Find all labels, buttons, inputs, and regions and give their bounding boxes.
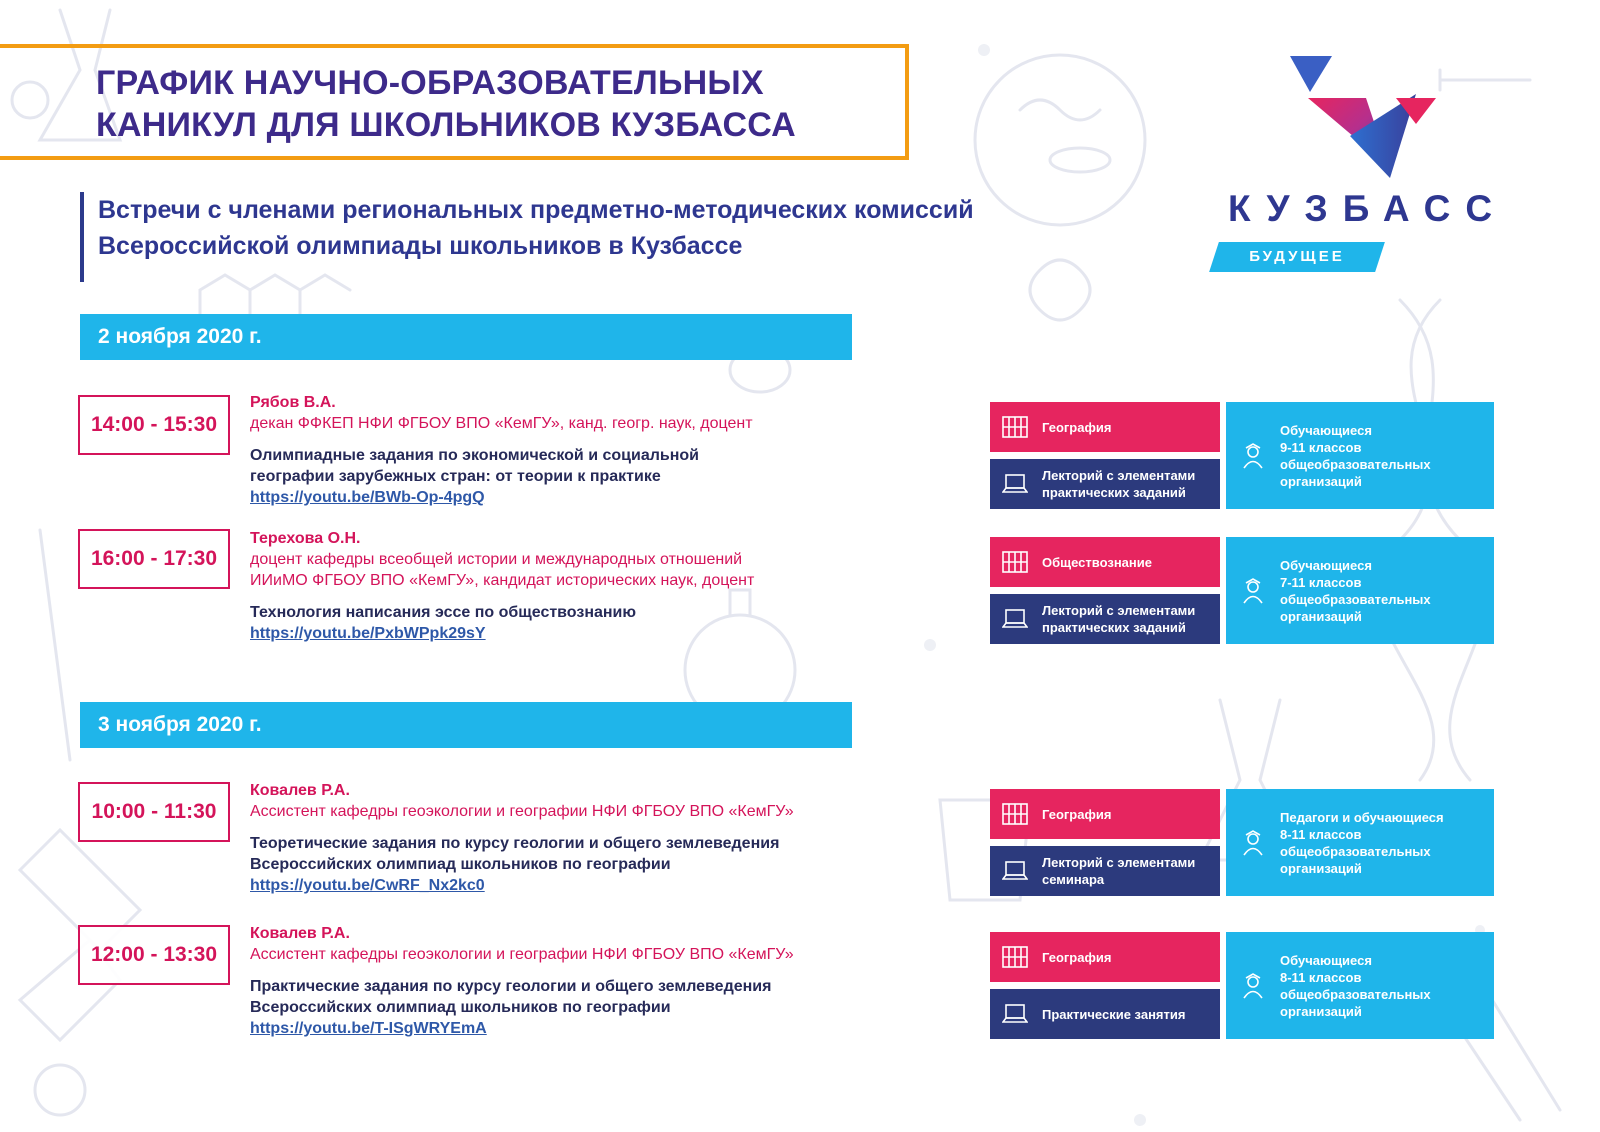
audience-tag (1226, 402, 1494, 509)
laptop-icon (1002, 473, 1028, 495)
speaker-name: Терехова О.Н. (250, 530, 361, 547)
youtube-link[interactable]: https://youtu.be/CwRF_Nx2kc0 (250, 877, 485, 894)
format-label-line-1: Лекторий с элементами (1042, 855, 1196, 870)
youtube-link[interactable]: https://youtu.be/BWb-Op-4pgQ (250, 489, 485, 506)
event-topic-line-1: Олимпиадные задания по экономической и социальной (250, 447, 699, 464)
subject-label: География (1042, 806, 1112, 822)
format-label-line-2: семинара (1042, 872, 1105, 887)
subject-label: География (1042, 949, 1112, 965)
event-details (250, 528, 850, 644)
event-topic-line-1: Практические задания по курсу геологии и общего землеведения (250, 978, 772, 995)
event-topic-line-2: Всероссийских олимпиад школьников по географии (250, 999, 671, 1016)
format-label-line-2: практических заданий (1042, 620, 1186, 635)
event-topic: Технология написания эссе по обществознанию (250, 604, 637, 621)
speaker-position-line-2: ИИиМО ФГБОУ ВПО «КемГУ», кандидат исторических наук, доцент (250, 572, 755, 589)
logo-badge-label: БУДУЩЕЕ (1249, 248, 1345, 265)
time-slot: 12:00 - 13:30 (78, 925, 230, 985)
speaker-position: декан ФФКЕП НФИ ФГБОУ ВПО «КемГУ», канд. геогр. наук, доцент (250, 415, 753, 432)
subtitle-line-1: Встречи с членами региональных предметно-методических комиссий (98, 196, 974, 224)
page-title-line-1: ГРАФИК НАУЧНО-ОБРАЗОВАТЕЛЬНЫХ (96, 64, 764, 102)
bookshelf-icon (1002, 803, 1028, 825)
format-tag (990, 459, 1220, 509)
student-icon (1240, 578, 1266, 604)
audience-tag (1226, 537, 1494, 644)
audience-tag (1226, 789, 1494, 896)
date-bar-day-2: 3 ноября 2020 г. (80, 702, 852, 748)
student-icon (1240, 443, 1266, 469)
time-slot: 14:00 - 15:30 (78, 395, 230, 455)
title-frame (0, 44, 909, 160)
laptop-icon (1002, 860, 1028, 882)
page-title-line-2: КАНИКУЛ ДЛЯ ШКОЛЬНИКОВ КУЗБАССА (96, 106, 796, 144)
logo-badge (1209, 242, 1385, 272)
student-icon (1240, 830, 1266, 856)
audience-label: Обучающиеся 9-11 классов общеобразовательных организаций (1280, 422, 1431, 489)
format-label: Практические занятия (1042, 1006, 1186, 1022)
page-subtitle (80, 192, 974, 282)
logo-wordmark: КУЗБАСС (1228, 188, 1508, 229)
bookshelf-icon (1002, 416, 1028, 438)
event-details (250, 392, 850, 508)
subtitle-line-2: Всероссийской олимпиады школьников в Кузбассе (98, 232, 743, 260)
subject-tag (990, 537, 1220, 587)
event-topic-line-2: Всероссийских олимпиад школьников по географии (250, 856, 671, 873)
speaker-name: Ковалев Р.А. (250, 782, 350, 799)
laptop-icon (1002, 1003, 1028, 1025)
audience-label: Обучающиеся 8-11 классов общеобразовательных организаций (1280, 952, 1431, 1019)
speaker-position: доцент кафедры всеобщей истории и международных отношений (250, 551, 743, 568)
subject-tag (990, 789, 1220, 839)
student-icon (1240, 973, 1266, 999)
youtube-link[interactable]: https://youtu.be/PxbWPpk29sY (250, 625, 486, 642)
audience-label: Педагоги и обучающиеся 8-11 классов общеобразовательных организаций (1280, 809, 1444, 876)
bookshelf-icon (1002, 551, 1028, 573)
speaker-name: Рябов В.А. (250, 394, 336, 411)
laptop-icon (1002, 608, 1028, 630)
subject-tag (990, 402, 1220, 452)
bookshelf-icon (1002, 946, 1028, 968)
speaker-position: Ассистент кафедры геоэкологии и географии НФИ ФГБОУ ВПО «КемГУ» (250, 946, 794, 963)
subject-label: Обществознание (1042, 554, 1152, 570)
format-tag (990, 594, 1220, 644)
speaker-position: Ассистент кафедры геоэкологии и географии НФИ ФГБОУ ВПО «КемГУ» (250, 803, 794, 820)
time-slot: 10:00 - 11:30 (78, 782, 230, 842)
youtube-link[interactable]: https://youtu.be/T-ISgWRYEmA (250, 1020, 487, 1037)
event-topic-line-2: географии зарубежных стран: от теории к практике (250, 468, 661, 485)
event-details (250, 780, 850, 896)
date-bar-day-1: 2 ноября 2020 г. (80, 314, 852, 360)
audience-tag (1226, 932, 1494, 1039)
time-slot: 16:00 - 17:30 (78, 529, 230, 589)
format-tag (990, 989, 1220, 1039)
format-tag (990, 846, 1220, 896)
subject-label: География (1042, 419, 1112, 435)
format-label-line-1: Лекторий с элементами (1042, 468, 1196, 483)
event-topic-line-1: Теоретические задания по курсу геологии и общего землеведения (250, 835, 780, 852)
subject-tag (990, 932, 1220, 982)
format-label-line-1: Лекторий с элементами (1042, 603, 1196, 618)
event-details (250, 923, 850, 1039)
speaker-name: Ковалев Р.А. (250, 925, 350, 942)
audience-label: Обучающиеся 7-11 классов общеобразовательных организаций (1280, 557, 1431, 624)
format-label-line-2: практических заданий (1042, 485, 1186, 500)
